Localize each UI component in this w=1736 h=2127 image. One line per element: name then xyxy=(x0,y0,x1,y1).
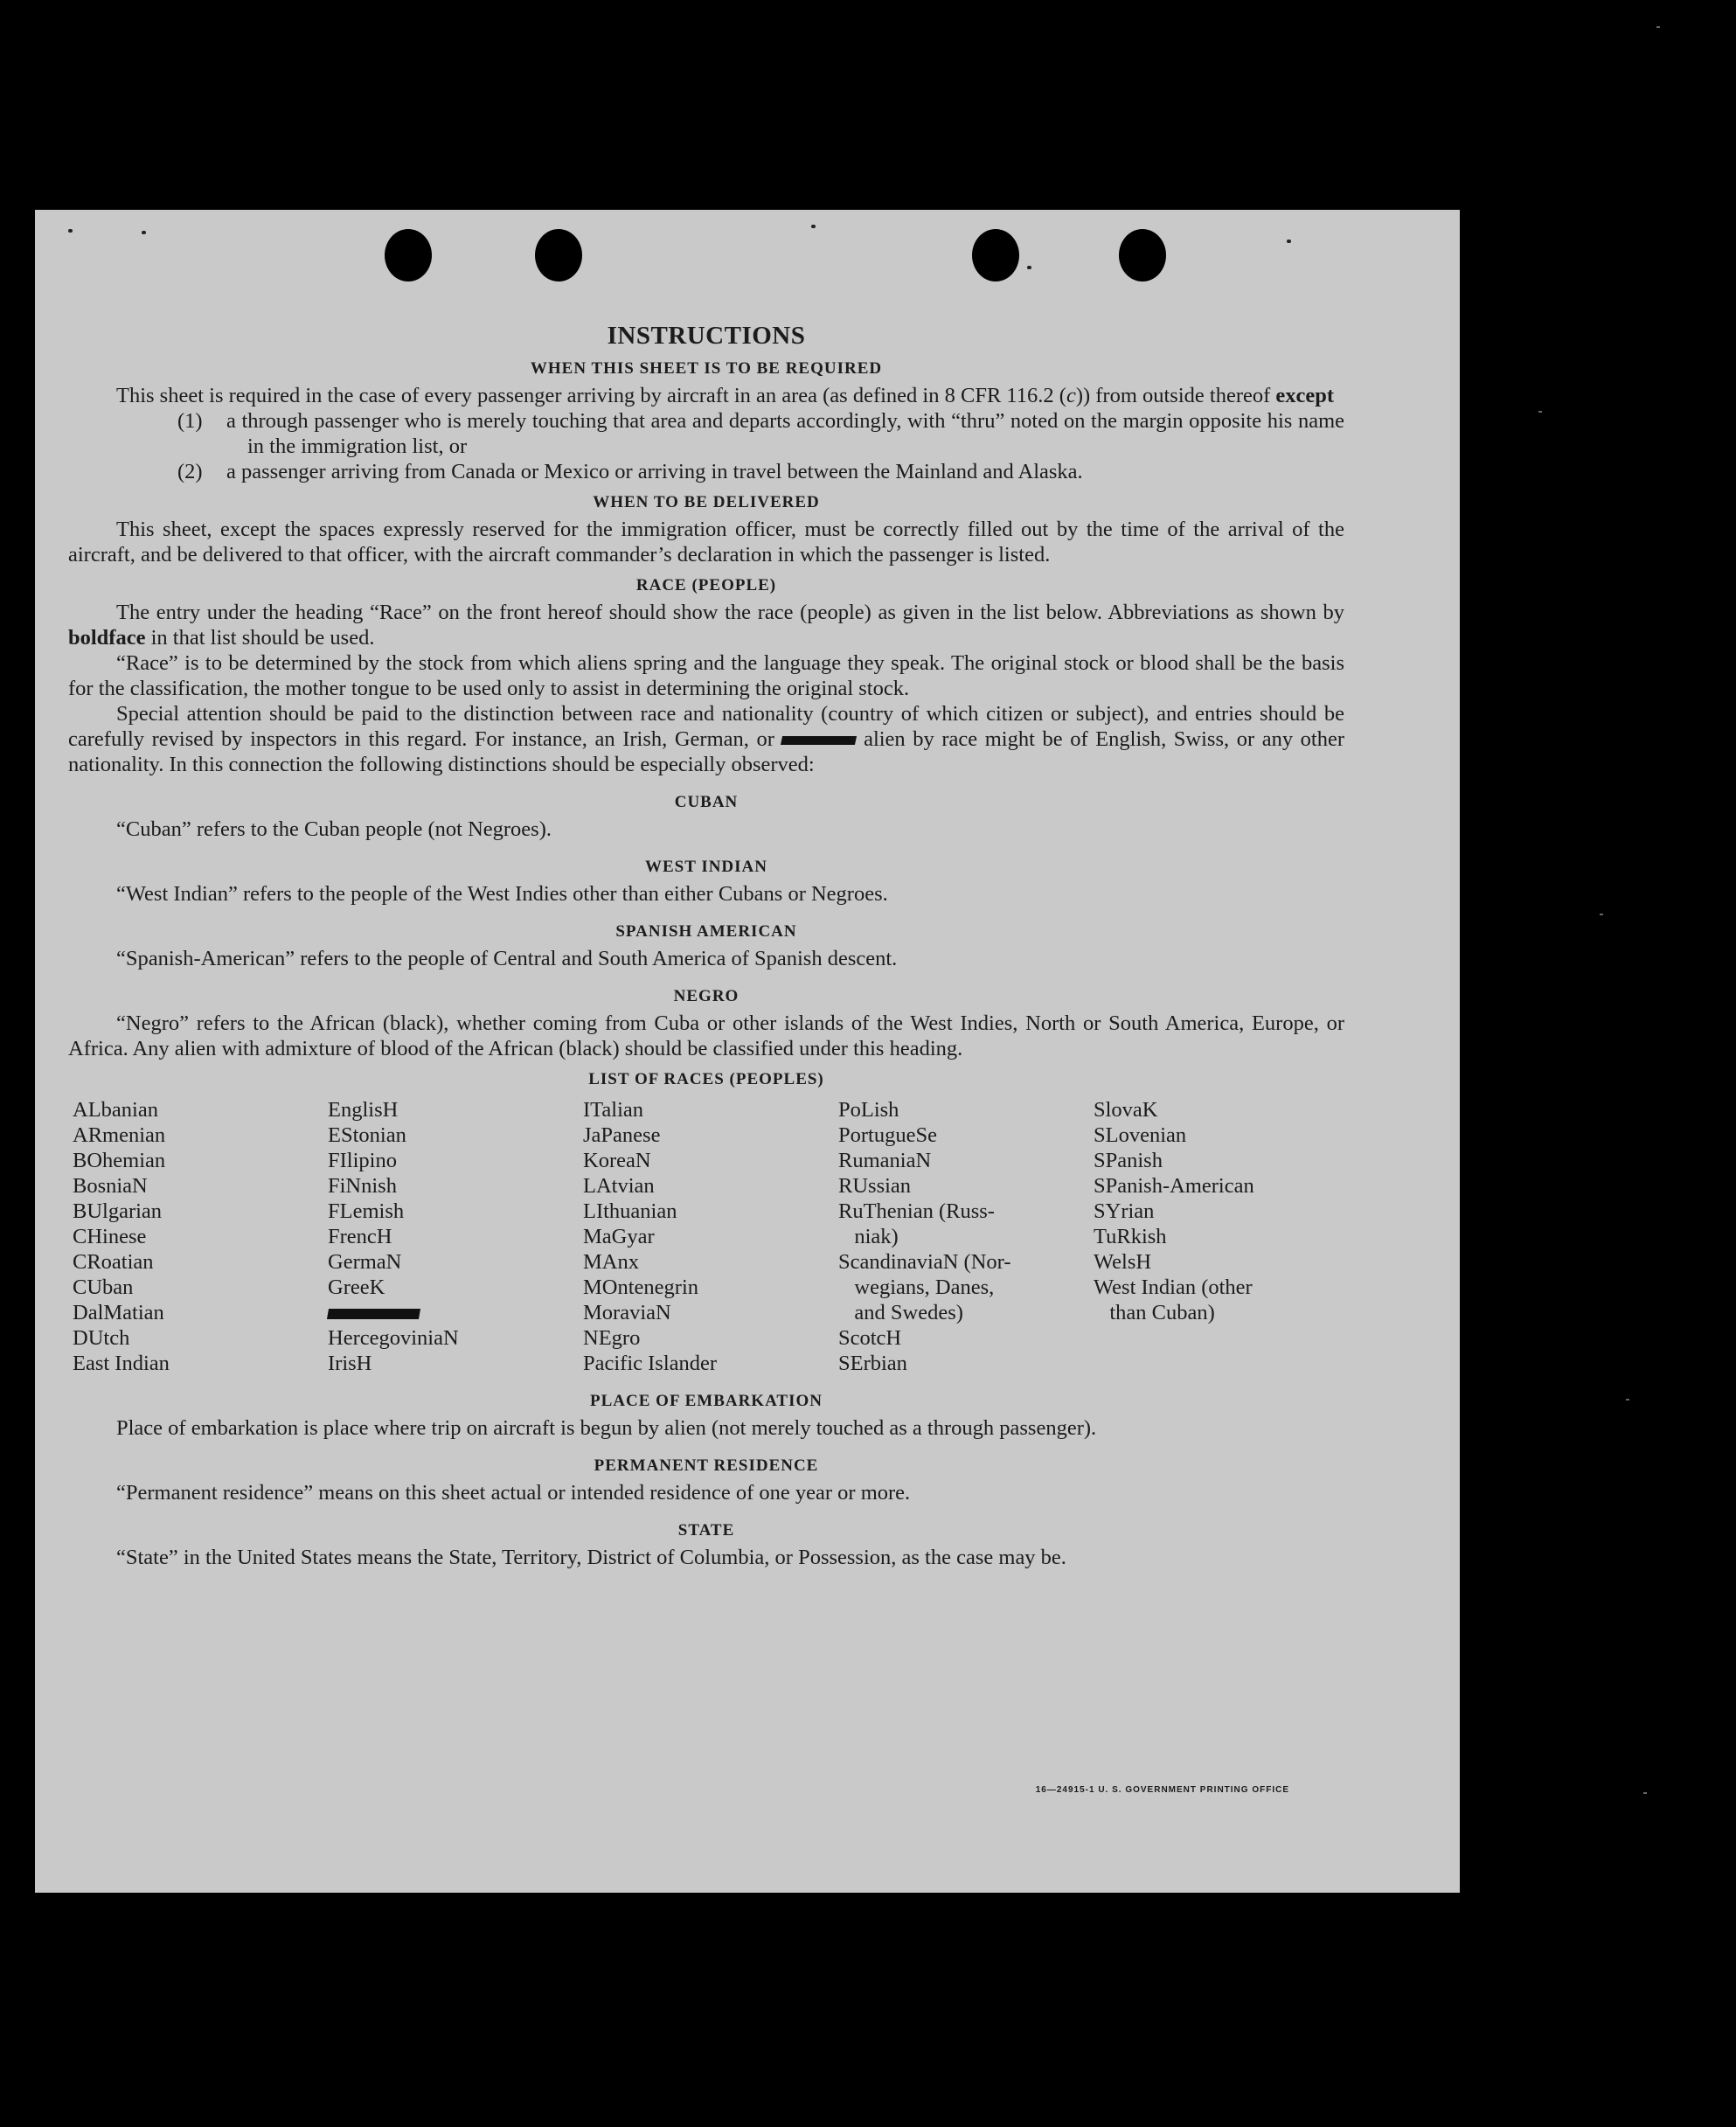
race-entry: RUssian xyxy=(838,1174,912,1198)
race-entry: West Indian (other xyxy=(1094,1276,1253,1299)
punch-hole xyxy=(535,229,582,282)
race-entry: SErbian xyxy=(838,1352,907,1375)
race-entry: FiNnish xyxy=(328,1174,397,1198)
race-entry: GermaN xyxy=(328,1250,402,1274)
scan-speck xyxy=(1538,411,1542,413)
race-entry: than Cuban) xyxy=(1094,1301,1215,1324)
heading-spanish-american: SPANISH AMERICAN xyxy=(615,922,797,941)
race-entry: CUban xyxy=(73,1276,134,1299)
race-entry: wegians, Danes, xyxy=(838,1276,995,1299)
race-entry: ITalian xyxy=(583,1098,644,1122)
race-entry: FLemish xyxy=(328,1199,405,1223)
dust-speck xyxy=(142,231,146,234)
race-entry: LIthuanian xyxy=(583,1199,677,1223)
heading-cuban: CUBAN xyxy=(674,793,739,811)
page-title: INSTRUCTIONS xyxy=(607,322,806,350)
state-text: “State” in the United States means the State, Territory, District of Columbia, or Possession, as the case may be. xyxy=(116,1546,1066,1569)
printing-office-code: 16—24915-1 U. S. GOVERNMENT PRINTING OFFICE xyxy=(1035,1785,1289,1795)
races-column-5 xyxy=(1094,1097,1349,1376)
race-entry: DUtch xyxy=(73,1326,130,1350)
dust-speck xyxy=(1287,240,1291,243)
required-intro: This sheet is required in the case of every passenger arriving by aircraft in an area (as defined in 8 CFR 116.2 (c)) from outside thereof except xyxy=(116,384,1335,407)
dust-speck xyxy=(68,229,73,233)
races-list xyxy=(68,1097,1344,1376)
race-entry: FrencH xyxy=(328,1225,392,1248)
scan-speck xyxy=(1656,26,1660,28)
race-paragraph-3: Special attention should be paid to the distinction between race and nationality (country of which citizen or subject), and entries should be carefully revised by inspectors in this regard. For instance, an Irish, German, or alien by race might be of English, Swiss, or any other nationality. In this connection the following distinctions should be especially observed: xyxy=(68,702,1344,776)
race-entry: MoraviaN xyxy=(583,1301,671,1324)
race-entry: BUlgarian xyxy=(73,1199,163,1223)
race-entry: SPanish xyxy=(1094,1149,1163,1172)
race-entry: EnglisH xyxy=(328,1098,399,1122)
dust-speck xyxy=(1027,266,1031,269)
punch-hole xyxy=(1119,229,1166,282)
race-entry: MOntenegrin xyxy=(583,1276,698,1299)
race-entry: MaGyar xyxy=(583,1225,655,1248)
punch-hole xyxy=(385,229,432,282)
strikeout-mark xyxy=(327,1309,420,1319)
scan-speck xyxy=(1600,914,1603,915)
race-entry: GreeK xyxy=(328,1276,385,1299)
heading-permanent-residence: PERMANENT RESIDENCE xyxy=(594,1456,819,1475)
race-entry: EStonian xyxy=(328,1123,406,1147)
race-entry: ScandinaviaN (Nor- xyxy=(838,1250,1011,1274)
heading-state: STATE xyxy=(677,1521,735,1540)
heading-list-of-races: LIST OF RACES (PEOPLES) xyxy=(588,1070,824,1088)
scan-speck xyxy=(1643,1792,1647,1794)
race-entry: PoLish xyxy=(838,1098,899,1122)
race-entry: PortugueSe xyxy=(838,1123,937,1147)
race-entry: CHinese xyxy=(73,1225,147,1248)
race-entry: SlovaK xyxy=(1094,1098,1158,1122)
required-item-2: (2) a passenger arriving from Canada or Mexico or arriving in travel between the Mainland and Alaska. xyxy=(177,460,1083,483)
race-entry: RuThenian (Russ- xyxy=(838,1199,995,1223)
heading-required: WHEN THIS SHEET IS TO BE REQUIRED xyxy=(530,359,883,378)
redaction-mark xyxy=(781,736,857,745)
race-entry: ScotcH xyxy=(838,1326,902,1350)
race-entry: SPanish-American xyxy=(1094,1174,1254,1198)
race-entry: WelsH xyxy=(1094,1250,1152,1274)
negro-text: “Negro” refers to the African (black), whether coming from Cuba or other islands of the West Indies, North or South America, Europe, or Africa. Any alien with admixture of blood of the African (black) should be classified under this heading. xyxy=(68,1011,1344,1060)
race-entry: LAtvian xyxy=(583,1174,655,1198)
race-paragraph-2: “Race” is to be determined by the stock from which aliens spring and the language they speak. The original stock or blood shall be the basis for the classification, the mother tongue to be used only to assist in determining the original stock. xyxy=(68,651,1344,700)
residence-text: “Permanent residence” means on this sheet actual or intended residence of one year or more. xyxy=(116,1481,911,1505)
instruction-sheet xyxy=(35,210,1460,1893)
required-item-1: (1) a through passenger who is merely touching that area and departs accordingly, with “thru” noted on the margin opposite his name in the immigration list, or xyxy=(177,409,1344,458)
heading-delivered: WHEN TO BE DELIVERED xyxy=(593,493,820,511)
race-entry-struck xyxy=(328,1300,583,1325)
race-entry: MAnx xyxy=(583,1250,639,1274)
races-column-4 xyxy=(838,1097,1094,1376)
race-entry: East Indian xyxy=(73,1352,170,1375)
race-entry: NEgro xyxy=(583,1326,641,1350)
race-entry: BosniaN xyxy=(73,1174,148,1198)
race-entry: Pacific Islander xyxy=(583,1352,718,1375)
race-entry: SLovenian xyxy=(1094,1123,1187,1147)
race-entry: KoreaN xyxy=(583,1149,651,1172)
race-entry: BOhemian xyxy=(73,1149,166,1172)
embarkation-text: Place of embarkation is place where trip on aircraft is begun by alien (not merely touched as a through passenger). xyxy=(116,1416,1097,1440)
races-column-3 xyxy=(583,1097,838,1376)
race-entry: FIlipino xyxy=(328,1149,397,1172)
heading-race: RACE (PEOPLE) xyxy=(635,576,777,594)
race-entry: HercegoviniaN xyxy=(328,1326,459,1350)
races-column-2 xyxy=(328,1097,583,1376)
spanish-american-text: “Spanish-American” refers to the people of Central and South America of Spanish descent. xyxy=(116,947,898,970)
race-entry: ARmenian xyxy=(73,1123,166,1147)
race-entry: CRoatian xyxy=(73,1250,154,1274)
race-entry: niak) xyxy=(838,1225,899,1248)
race-entry: DalMatian xyxy=(73,1301,164,1324)
heading-negro: NEGRO xyxy=(673,987,740,1005)
west-indian-text: “West Indian” refers to the people of the West Indies other than either Cubans or Negroes. xyxy=(116,882,888,906)
race-entry: JaPanese xyxy=(583,1123,661,1147)
race-entry: TuRkish xyxy=(1094,1225,1167,1248)
heading-embarkation: PLACE OF EMBARKATION xyxy=(590,1392,823,1410)
race-paragraph-1: The entry under the heading “Race” on the front hereof should show the race (people) as given in the list below. Abbreviations as shown by boldface in that list should be used. xyxy=(68,601,1344,650)
heading-west-indian: WEST INDIAN xyxy=(645,858,767,876)
document-body xyxy=(68,323,1344,1570)
scan-speck xyxy=(1626,1399,1629,1401)
race-entry: RumaniaN xyxy=(838,1149,932,1172)
cuban-text: “Cuban” refers to the Cuban people (not Negroes). xyxy=(116,817,552,841)
delivered-text: This sheet, except the spaces expressly reserved for the immigration officer, must be correctly filled out by the time of the arrival of the aircraft, and be delivered to that officer, with the aircraft commander’s declaration in which the passenger is listed. xyxy=(68,518,1344,567)
race-entry: IrisH xyxy=(328,1352,372,1375)
race-entry: SYrian xyxy=(1094,1199,1155,1223)
punch-hole xyxy=(972,229,1019,282)
race-entry: ALbanian xyxy=(73,1098,158,1122)
race-entry: and Swedes) xyxy=(838,1301,963,1324)
dust-speck xyxy=(811,225,816,228)
races-column-1 xyxy=(73,1097,328,1376)
